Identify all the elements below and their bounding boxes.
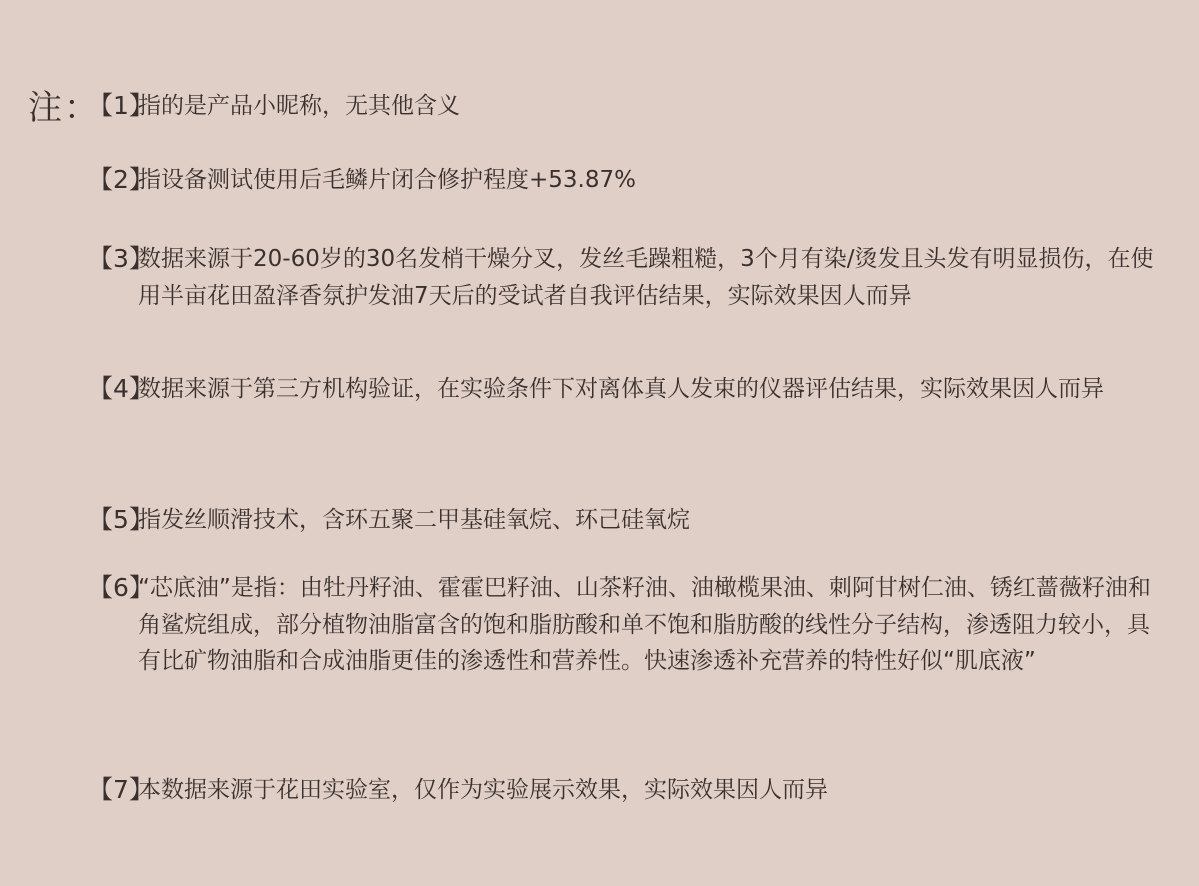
footnote-marker: 【6】 [88,573,154,602]
footnote-text: 数据来源于20-60岁的30名发梢干燥分叉，发丝毛躁粗糙，3个月有染/烫发且头发有明显损伤，在使用半亩花田盈泽香氛护发油7天后的受试者自我评估结果，实际效果因人而异 [138,246,1154,309]
footnote-text: 数据来源于第三方机构验证，在实验条件下对离体真人发束的仪器评估结果，实际效果因人而异 [138,376,1104,402]
footnote-marker: 【7】 [88,775,154,804]
footnote-6 [88,570,1168,680]
footnote-marker: 【4】 [88,374,154,403]
footnote-marker: 【2】 [88,165,154,194]
footnote-marker: 【1】 [88,91,154,120]
footnote-text: 本数据来源于花田实验室，仅作为实验展示效果，实际效果因人而异 [138,777,828,803]
footnote-marker: 【5】 [88,505,154,534]
footnote-text: 指发丝顺滑技术，含环五聚二甲基硅氧烷、环己硅氧烷 [138,507,690,533]
footnote-1 [88,88,1168,125]
footnote-text: 指设备测试使用后毛鳞片闭合修护程度+53.87% [138,167,636,193]
notes-heading: 注： [28,88,100,128]
footnote-text: 指的是产品小昵称，无其他含义 [138,93,460,119]
footnote-text: “芯底油”是指：由牡丹籽油、霍霍巴籽油、山茶籽油、油橄榄果油、刺阿甘树仁油、锈红蔷薇籽油和角鲨烷组成，部分植物油脂富含的饱和脂肪酸和单不饱和脂肪酸的线性分子结构，渗透阻力较小，具有比矿物油脂和合成油脂更佳的渗透性和营养性。快速渗透补充营养的特性好似“肌底液” [138,575,1151,674]
footnote-4 [88,371,1168,408]
footnote-2 [88,162,1168,199]
footnote-7 [88,772,1168,809]
footnote-3 [88,241,1168,314]
footnote-marker: 【3】 [88,244,154,273]
footnote-5 [88,502,1168,539]
